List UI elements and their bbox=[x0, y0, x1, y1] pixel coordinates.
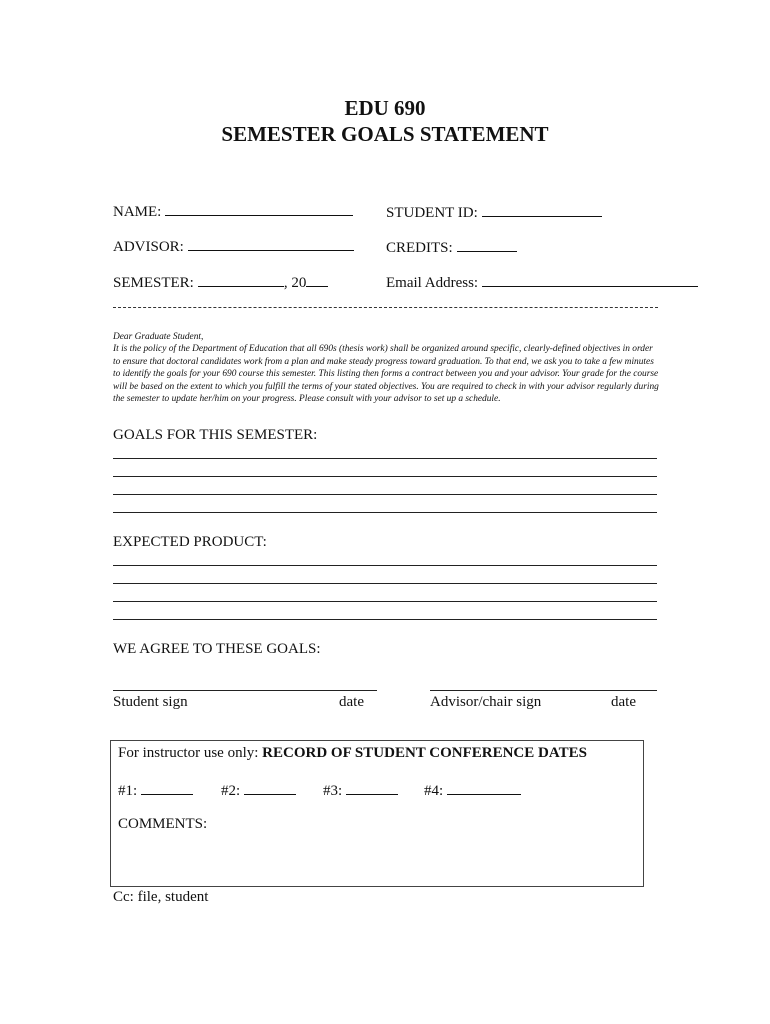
student-signature-line[interactable] bbox=[113, 690, 377, 691]
course-title: EDU 690 bbox=[344, 96, 426, 120]
conference-2-label: #2: bbox=[221, 783, 241, 799]
conference-2-input-line[interactable] bbox=[244, 780, 296, 795]
credits-field bbox=[386, 237, 517, 257]
goals-line[interactable] bbox=[113, 458, 657, 459]
semester-field bbox=[113, 272, 328, 292]
product-line[interactable] bbox=[113, 565, 657, 566]
conference-1-input-line[interactable] bbox=[141, 780, 193, 795]
instructor-use-box bbox=[110, 740, 644, 887]
goals-heading: GOALS FOR THIS SEMESTER: bbox=[113, 427, 318, 443]
conference-3-label: #3: bbox=[323, 783, 343, 799]
credits-label: CREDITS: bbox=[386, 240, 453, 256]
product-line[interactable] bbox=[113, 619, 657, 620]
instructor-box-prefix: For instructor use only: bbox=[118, 745, 263, 761]
name-field bbox=[113, 201, 353, 221]
semester-label: SEMESTER: bbox=[113, 275, 194, 291]
conference-dates-heading: RECORD OF STUDENT CONFERENCE DATES bbox=[262, 745, 587, 761]
product-line[interactable] bbox=[113, 583, 657, 584]
name-label: NAME: bbox=[113, 204, 162, 220]
goals-line[interactable] bbox=[113, 494, 657, 495]
conference-4-input-line[interactable] bbox=[447, 780, 521, 795]
student-id-field bbox=[386, 202, 602, 222]
advisor-label: ADVISOR: bbox=[113, 239, 184, 255]
goals-line[interactable] bbox=[113, 512, 657, 513]
conference-4 bbox=[424, 780, 521, 800]
letter-salutation: Dear Graduate Student, bbox=[113, 332, 204, 342]
advisor-input-line[interactable] bbox=[188, 236, 354, 251]
advisor-date-label: date bbox=[611, 694, 636, 710]
email-label: Email Address: bbox=[386, 275, 479, 291]
goals-line[interactable] bbox=[113, 476, 657, 477]
dashed-divider bbox=[113, 307, 658, 308]
letter-body: It is the policy of the Department of Education that all 690s (thesis work) shall be organized around specific, clearly-defined objectives in order to ensure that doctoral candidates work from a plan and make steady progress toward graduation. To that end, we ask you to take a few minutes to identify the goals for your 690 course this semester. This listing then forms a contract between you and your advisor. Your grade for the course will be based on the extent to which you fulfill the terms of your stated objectives. You are required to check in with your advisor regularly during the semester to update her/him on your progress. Please consult with your advisor to set up a schedule. bbox=[113, 344, 659, 405]
credits-input-line[interactable] bbox=[457, 237, 517, 252]
email-field bbox=[386, 272, 698, 292]
student-sign-label: Student sign bbox=[113, 694, 188, 710]
advisor-field bbox=[113, 236, 354, 256]
product-line[interactable] bbox=[113, 601, 657, 602]
conference-1 bbox=[118, 780, 193, 800]
advisor-sign-label: Advisor/chair sign bbox=[430, 694, 542, 710]
conference-1-label: #1: bbox=[118, 783, 138, 799]
agree-heading: WE AGREE TO THESE GOALS: bbox=[113, 641, 321, 657]
conference-2 bbox=[221, 780, 296, 800]
conference-4-label: #4: bbox=[424, 783, 444, 799]
policy-letter bbox=[113, 331, 659, 405]
name-input-line[interactable] bbox=[165, 201, 353, 216]
email-input-line[interactable] bbox=[482, 272, 698, 287]
cc-note: Cc: file, student bbox=[113, 889, 209, 905]
student-id-label: STUDENT ID: bbox=[386, 205, 478, 221]
advisor-signature-line[interactable] bbox=[430, 690, 657, 691]
comments-label: COMMENTS: bbox=[118, 816, 208, 832]
instructor-box-heading bbox=[118, 744, 587, 762]
conference-3-input-line[interactable] bbox=[346, 780, 398, 795]
product-heading: EXPECTED PRODUCT: bbox=[113, 534, 267, 550]
semester-input-line[interactable] bbox=[198, 272, 284, 287]
year-prefix: , 20 bbox=[283, 275, 307, 291]
student-date-label: date bbox=[339, 694, 364, 710]
year-input-line[interactable] bbox=[306, 272, 328, 287]
conference-3 bbox=[323, 780, 398, 800]
student-id-input-line[interactable] bbox=[482, 202, 602, 217]
form-title: SEMESTER GOALS STATEMENT bbox=[221, 122, 549, 146]
